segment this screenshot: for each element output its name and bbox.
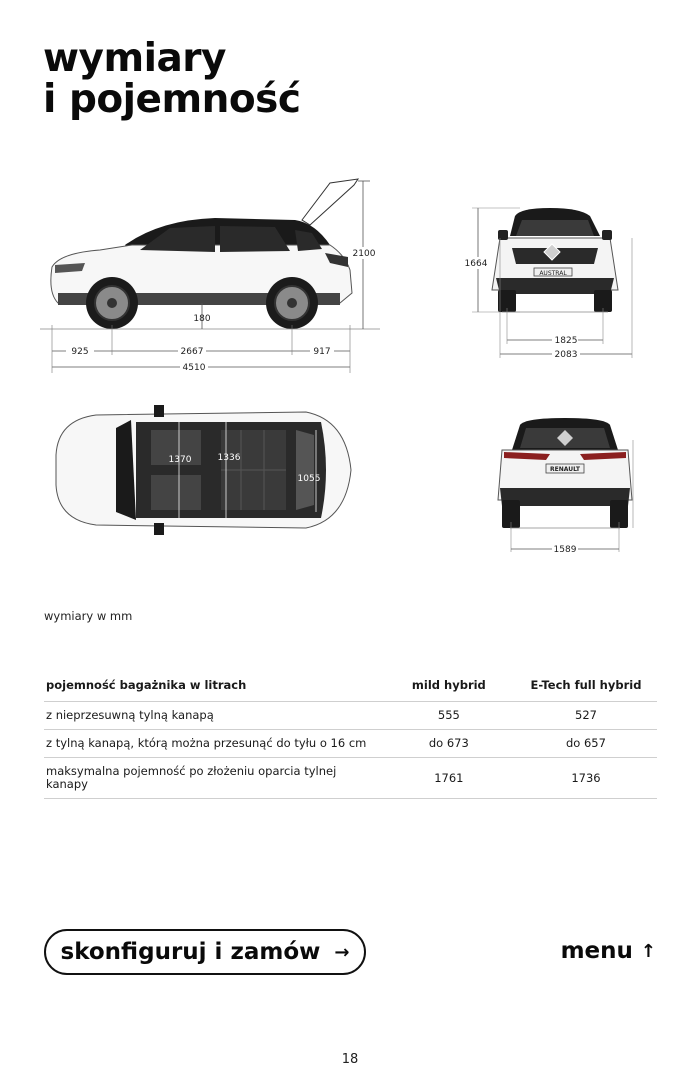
title-line-1: wymiary [43, 36, 226, 81]
dim-rear-overhang: 917 [313, 347, 331, 357]
dim-interior-width: 1055 [297, 474, 321, 484]
dim-interior-a: 1370 [168, 455, 192, 465]
dim-wheelbase: 2667 [180, 347, 204, 357]
dim-interior-b: 1336 [217, 453, 241, 463]
top-view-diagram [46, 400, 356, 550]
rear-view-diagram [490, 410, 640, 560]
page-title [43, 38, 301, 120]
configure-label: skonfiguruj i zamów [60, 939, 321, 965]
dim-front-height: 1664 [464, 259, 488, 269]
page-number: 18 [341, 1052, 359, 1067]
row-mild-value: 1761 [383, 758, 515, 799]
rear-badge: RENAULT [550, 466, 580, 473]
side-view-diagram [40, 175, 390, 375]
table-header-mild-hybrid: mild hybrid [383, 672, 515, 702]
row-label: z tylną kanapą, którą można przesunąć do tyłu o 16 cm [44, 730, 383, 758]
table-header-capacity: pojemność bagażnika w litrach [44, 672, 383, 702]
arrow-right-icon: → [334, 941, 350, 963]
row-mild-value: 555 [383, 702, 515, 730]
table-header-full-hybrid: E-Tech full hybrid [515, 672, 657, 702]
dim-rear-track: 1589 [553, 545, 577, 555]
dim-width-mirrors: 2083 [554, 350, 578, 360]
row-full-value: 527 [515, 702, 657, 730]
table-row [44, 730, 657, 758]
table-row [44, 758, 657, 799]
menu-label: menu [560, 938, 633, 964]
front-badge: AUSTRAL [539, 270, 567, 277]
arrow-up-icon: ↑ [640, 940, 656, 962]
units-note: wymiary w mm [44, 609, 133, 623]
dim-ground-clearance: 180 [193, 314, 211, 324]
dim-front-track: 1825 [554, 336, 578, 346]
boot-capacity-table [44, 672, 657, 799]
row-full-value: do 657 [515, 730, 657, 758]
row-label: maksymalna pojemność po złożeniu oparcia tylnej kanapy [44, 758, 383, 799]
table-row [44, 702, 657, 730]
row-full-value: 1736 [515, 758, 657, 799]
table-header-row [44, 672, 657, 702]
front-view-diagram [460, 198, 645, 363]
dim-front-overhang: 925 [71, 347, 89, 357]
menu-link[interactable] [561, 938, 656, 964]
configure-and-order-button[interactable] [44, 929, 366, 975]
title-line-2: i pojemność [43, 77, 301, 122]
row-label: z nieprzesuwną tylną kanapą [44, 702, 383, 730]
dim-height-open: 2100 [352, 249, 376, 259]
row-mild-value: do 673 [383, 730, 515, 758]
dim-length: 4510 [182, 363, 206, 373]
